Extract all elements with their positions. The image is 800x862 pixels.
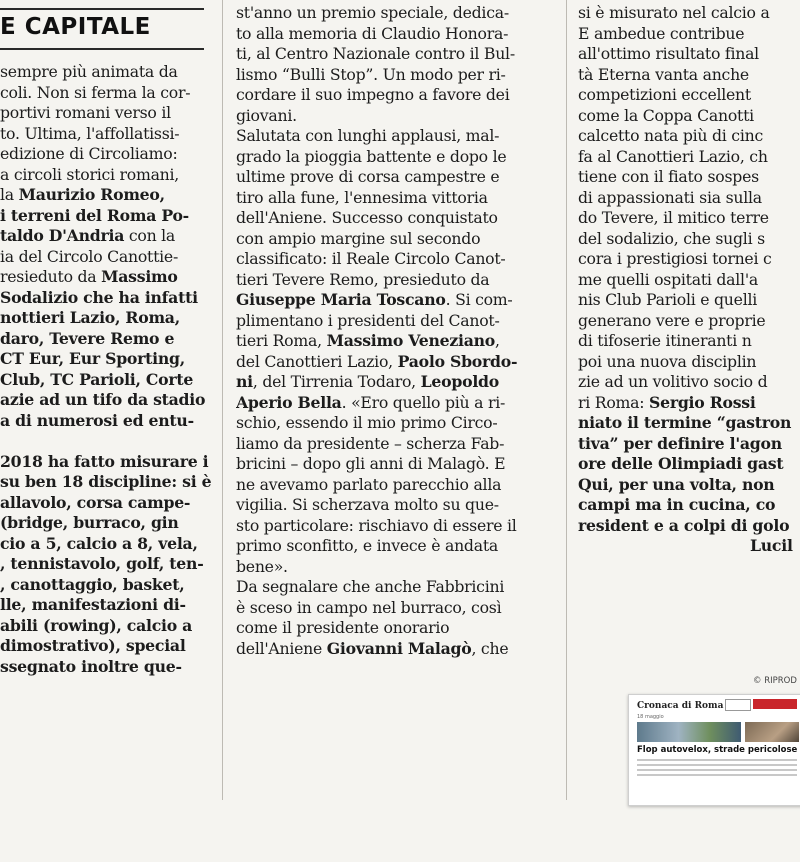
article-line: Da segnalare che anche Fabbricini <box>236 577 505 596</box>
article-line: abili (rowing), calcio a <box>0 615 193 635</box>
article-line: Giuseppe Maria Toscano. Si com- <box>236 290 513 309</box>
article-line: giovani. <box>236 105 297 125</box>
article-line: , tennistavolo, golf, ten- <box>0 554 204 573</box>
article-line: 2018 ha fatto misurare i <box>0 451 209 471</box>
article-line: Salutata con lunghi applausi, mal- <box>236 126 500 145</box>
article-line: coli. Non si ferma la cor- <box>0 82 191 102</box>
article-line: Sodalizio che ha infatti <box>0 287 198 307</box>
article-line: cio a 5, calcio a 8, vela, <box>0 533 198 553</box>
article-line: ssegnato inoltre que- <box>0 656 182 676</box>
article-line: portivi romani verso il <box>0 103 171 122</box>
article-line: è sceso in campo nel burraco, così <box>236 597 502 617</box>
article-line: tiene con il fiato sospes <box>578 167 759 186</box>
article-line: classificato: il Reale Circolo Canot- <box>236 249 506 268</box>
article-line: zie ad un volitivo socio d <box>578 372 768 391</box>
article-line: to alla memoria di Claudio Honora- <box>236 23 509 43</box>
article-line: Aperio Bella. «Ero quello più a ri- <box>236 392 506 412</box>
article-line: grado la pioggia battente e dopo le <box>236 146 507 166</box>
article-line: poi una nuova disciplin <box>578 351 757 371</box>
thumbnail-text-line <box>637 774 797 776</box>
thumbnail-ad-box <box>725 699 751 711</box>
thumbnail-ad-banner <box>753 699 797 709</box>
article-line: tiva” per definire l'agon <box>578 433 782 453</box>
article-line: campi ma in cucina, co <box>578 495 776 514</box>
article-line: ore delle Olimpiadi gast <box>578 454 784 473</box>
article-column-1 <box>0 0 212 862</box>
article-line: tieri Tevere Remo, presieduto da <box>236 269 490 289</box>
section-headline: E CAPITALE <box>0 14 151 40</box>
article-line: ni, del Tirrenia Todaro, Leopoldo <box>236 372 499 391</box>
article-line: ri Roma: Sergio Rossi <box>578 392 756 412</box>
thumbnail-text-line <box>637 759 797 761</box>
article-line: ti, al Centro Nazionale contro il Bul- <box>236 44 515 63</box>
article-line: del sodalizio, che sugli s <box>578 228 765 248</box>
article-line: dell'Aniene Giovanni Malagò, che <box>236 638 509 658</box>
article-line: del Canottieri Lazio, Paolo Sbordo- <box>236 351 518 371</box>
article-line: allavolo, corsa campe- <box>0 492 191 512</box>
thumbnail-text-line <box>637 769 797 771</box>
article-line: cordare il suo impegno a favore dei <box>236 85 510 104</box>
copyright-notice: © RIPROD <box>753 676 797 686</box>
article-line: niato il termine “gastron <box>578 413 792 432</box>
article-line: resident e a colpi di golo <box>578 515 790 535</box>
article-line: dimostrativo), special <box>0 636 186 655</box>
article-line: nis Club Parioli e quelli <box>578 290 757 309</box>
article-line: con ampio margine sul secondo <box>236 228 481 248</box>
article-line: dell'Aniene. Successo conquistato <box>236 208 498 227</box>
thumbnail-text-line <box>637 764 797 766</box>
thumbnail-photo-small <box>745 722 799 742</box>
article-line: su ben 18 discipline: si è <box>0 472 212 491</box>
article-line: primo sconfitto, e invece è andata <box>236 536 498 555</box>
article-line: azie ad un tifo da stadio <box>0 390 206 409</box>
article-line: generano vere e proprie <box>578 310 766 330</box>
article-column-2 <box>236 0 554 803</box>
article-line: cora i prestigiosi tornei c <box>578 249 772 268</box>
article-line: i terreni del Roma Po- <box>0 205 189 225</box>
article-line: tieri Roma, Massimo Veneziano, <box>236 331 500 350</box>
article-line: bene». <box>236 556 288 576</box>
article-line: st'anno un premio speciale, dedica- <box>236 3 509 22</box>
article-line: ultime prove di corsa campestre e <box>236 167 500 186</box>
article-line: CT Eur, Eur Sporting, <box>0 349 185 368</box>
article-line: nottieri Lazio, Roma, <box>0 308 180 327</box>
article-line: daro, Tevere Remo e <box>0 328 175 348</box>
article-line: a di numerosi ed entu- <box>0 410 194 430</box>
article-line <box>0 431 212 452</box>
article-line: all'ottimo risultato final <box>578 44 759 63</box>
author-signature: Lucil <box>750 536 793 555</box>
article-line: calcetto nata più di cinc <box>578 126 764 145</box>
article-line: (bridge, burraco, gin <box>0 513 179 532</box>
column-rule <box>566 0 567 800</box>
article-line: fa al Canottieri Lazio, ch <box>578 146 768 166</box>
article-line: sto particolare: rischiavo di essere il <box>236 515 517 535</box>
article-line: Club, TC Parioli, Corte <box>0 369 194 389</box>
article-line: ne avevamo parlato parecchio alla <box>236 474 502 494</box>
front-page-thumbnail <box>628 694 800 806</box>
article-line: di appassionati sia sulla <box>578 187 762 207</box>
article-line: lismo “Bulli Stop”. Un modo per ri- <box>236 64 506 84</box>
article-line: bricini – dopo gli anni di Malagò. E <box>236 454 506 473</box>
section-headline-bar <box>0 8 204 50</box>
thumbnail-headline: Flop autovelox, strade pericolose <box>637 745 798 755</box>
article-line: taldo D'Andria con la <box>0 226 176 245</box>
article-line: plimentano i presidenti del Canot- <box>236 310 500 330</box>
thumbnail-date: 18 maggio <box>637 714 664 720</box>
article-line: to. Ultima, l'affollatissi- <box>0 123 180 143</box>
article-line: E ambedue contribue <box>578 23 745 43</box>
article-line: me quelli ospitati dall'a <box>578 269 758 289</box>
article-line: vigilia. Si scherzava molto su que- <box>236 495 499 514</box>
article-line: edizione di Circoliamo: <box>0 144 178 163</box>
thumbnail-masthead: Cronaca di Roma <box>637 701 724 711</box>
article-line: lle, manifestazioni di- <box>0 595 186 614</box>
article-line: , canottaggio, basket, <box>0 574 185 594</box>
article-line: tiro alla fune, l'ennesima vittoria <box>236 187 488 207</box>
article-line: competizioni eccellent <box>578 85 751 104</box>
article-line: la Maurizio Romeo, <box>0 185 165 204</box>
article-line: a circoli storici romani, <box>0 164 180 184</box>
article-line: resieduto da Massimo <box>0 267 178 286</box>
column-rule <box>222 0 223 800</box>
article-line: come il presidente onorario <box>236 618 450 637</box>
article-line: di tifoserie itineranti n <box>578 331 752 350</box>
article-line: sempre più animata da <box>0 62 178 81</box>
article-line: si è misurato nel calcio a <box>578 3 770 22</box>
article-line: ia del Circolo Canottie- <box>0 246 178 266</box>
article-line: tà Eterna vanta anche <box>578 64 749 84</box>
thumbnail-photo <box>637 722 741 742</box>
article-line: liamo da presidente – scherza Fab- <box>236 433 505 453</box>
article-line: do Tevere, il mitico terre <box>578 208 769 227</box>
article-line: come la Coppa Canotti <box>578 105 754 125</box>
article-line: Qui, per una volta, non <box>578 474 775 494</box>
article-line: schio, essendo il mio primo Circo- <box>236 413 498 432</box>
